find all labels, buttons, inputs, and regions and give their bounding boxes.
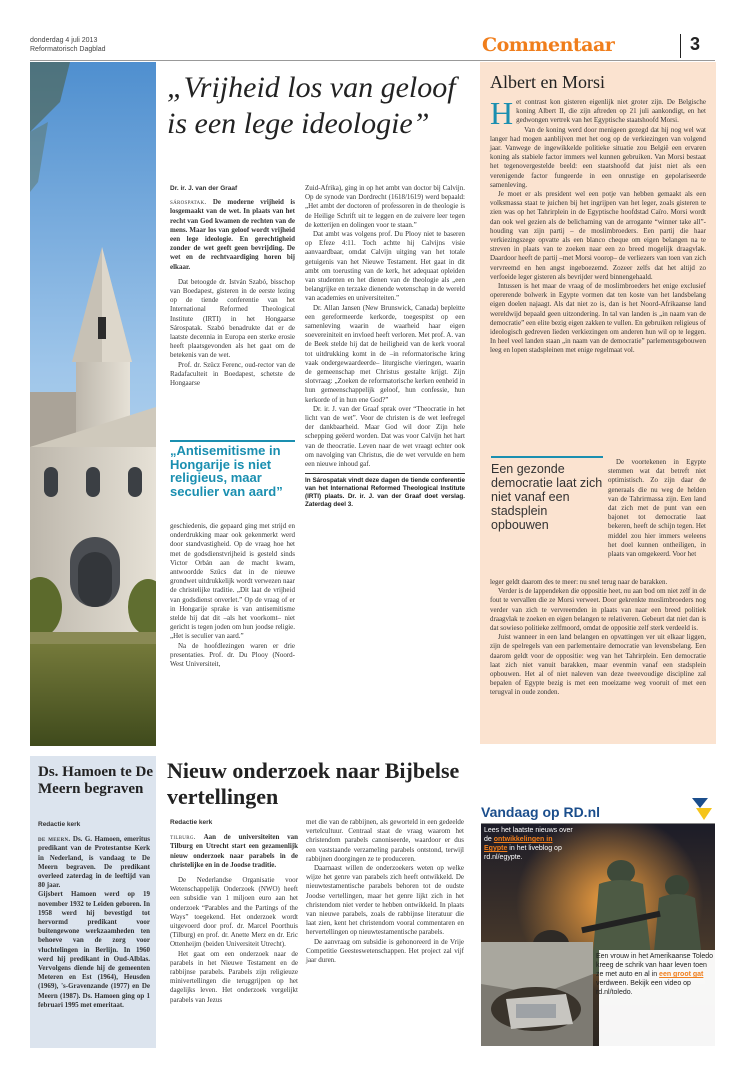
- pull-quote-rule: [491, 456, 603, 458]
- article2-lead: Ds. G. Hamoen, emeritus predikant van de Protestantse Kerk in Nederland, is vandaag te De Meern begraven. De predikant overleed zaterdag in de leeftijd van 80 jaar.: [38, 835, 150, 890]
- issue-date: donderdag 4 juli 2013: [30, 37, 98, 44]
- article3-lead: Aan de universiteiten van Tilburg en Utrecht start een gezamenlijk nieuw onderzoek naar parabels in de christelijke en in de Joodse traditie.: [170, 833, 298, 869]
- article1-paragraph: geschiedenis, die gepaard ging met strijd en onderdrukking maar ook gekenmerkt werd door standvastigheid. Op de vraag hoe het met de godsdienstvrijheid is gesteld sinds Victor Orbán aan de macht kwam, antwoordde Szücs dat in de nieuwe grondwet uitdrukkelijk wordt verwezen naar de christelijke traditie. „Dit laat de vrijheid van godsdienst onverlet.” Op de vraag of er in Hongarije sprake is van antisemitisme stelde hij dat dit –als het voorkomt– niet gericht is tegen joden om hun joodse religie. „Het is seculier van aard.”: [170, 522, 295, 641]
- commentary-paragraph: Verder is de lappendeken die oppositie heet, nu aan bod om niet zelf in de fout te vervallen die ze Morsi verweet. Door gekrenkte moslimbroeders nog verder van zich te vervreemden in plaats van naar een breed politiek draagvlak te zoeken en eigen belangen te relativeren. Gebeurt dat niet dan is dat sowieso politieke zelfmoord, omdat de oppositie zelf sterk verdeeld is.: [490, 587, 706, 633]
- article1-byline: Dr. ir. J. van der Graaf: [170, 185, 238, 192]
- article3-paragraph: De aanvraag om subsidie is gehonoreerd in de Vrije Competitie Geesteswetenschappen. Het project zal vijf jaar duren.: [306, 937, 464, 965]
- commentary-pull-quote: Een gezonde democratie laat zich niet vanaf een stadsplein opbouwen: [491, 462, 603, 532]
- church-photo: [30, 62, 156, 746]
- commentary-paragraph: De voortekenen in Egypte stemmen wat dat betreft niet optimistisch. Zo zijn daar de generaals die nu weg de helden van de Tahrirmassa zijn. Een land dat zich met de punt van een bajonet tot democratie laat bekeren, heeft de schijn tegen. Het middel zou hier immers weleens het doel kunnen ontheiligen, in plaats van omgekeerd. Voor het: [608, 458, 706, 559]
- article3-column1: [170, 818, 298, 1005]
- rd-item1-text: Lees het laatste nieuws over de: [484, 827, 573, 843]
- commentary-paragraph: Intussen is het maar de vraag of de moslimbroeders het enige exclusief opererende bolwerk in Egypte vormen dat ten koste van het landsbelang eigen doelen najaagt. Als dat niet zo is, dan is het Noord-Afrikaanse land wereldwijd bepaald geen uitzondering. In tal van landen is „in naam van de democratie” een elite bezig eigen zakken te vullen. En gebruiken religieus of ideologisch gedreven lieden verkiezingen om anderen hun wil op te leggen. In heel veel landen staan „in naam van de democratie” parlementsgebouwen leeg en lopen stadspleinen met enige regelmaat vol.: [490, 282, 706, 355]
- article1-paragraph: Dr. Allan Jansen (New Brunswick, Canada) bepleitte een gereformeerde kerkorde, toegespitst op een samenleving waarin de waarheid haar eigen soevereiniteit en invloed heeft verloren. Met prof. A. van de Beek stelde hij dat de heiligheid van de kerk vooral tot uitdrukking komt in de –in reformatorische kring vaak ondergewaardeerde– liturgische vieringen, waarin de gemeenschap met Christus gestalte krijgt. Zijn slotvraag: „Zoeken de reformatorische kerken eenheid in hun gemeenschappelijk geloof, hun confessie, hun kerkorde of in hun ene God?”: [305, 303, 465, 404]
- drop-cap: H: [490, 95, 514, 131]
- commentary-paragraph: Je moet er als president wel een potje van hebben gemaakt als een volksmassa staat te juichen bij het ingrijpen van het leger, zoals gisteren te zien was op het Tahrirplein in de Egyptische hoofdstad Caïro. Morsi wordt dan ook wel gezien als de belichaming van de arrogante “winner take all”-houding van zijn partij – de moslimbroeders. Een partij die haar verkiezingszege opvatte als een blanco cheque om eigen belangen na te streven in plaats van te zoeken naar een zo breed mogelijk draagvlak. Daardoor heeft de partij –met Morsi voorop– de verliezers van toen van zich vervreemd en hen angst ingeboezemd. Zozeer zelfs dat het altijd zo verfoeide leger gisteren als bevrijder werd binnengehaald.: [490, 190, 706, 281]
- rd-item1-text-post: in het liveblog op rd.nl/egypte.: [484, 845, 562, 861]
- article1-paragraph: Dat betoogde dr. István Szabó, bisschop van Boedapest, gisteren in de eerste lezing op de tiende conferentie van het International Reformed Theological Institute (IRTI) in het Hongaarse Sárospatak. Szabó benadrukte dat er de laatste decennia in Europa een sterke erosie heeft plaatsgevonden als het gaat om de betekenis van de wet.: [170, 277, 295, 360]
- article1-paragraph: Na de hoofdlezingen waren er drie presentaties. Prof. dr. Du Plooy (Noord-West Universiteit,: [170, 641, 295, 669]
- commentary-body: [490, 95, 706, 356]
- commentary-paragraph: Van de koning werd door menigeen gezegd dat hij nog wel wat langer had mogen aanblijven met het oog op de verkiezingen van volgend jaar. Vanwege de ingewikkelde politieke situatie zou België een ervaren koning als stabiele factor immers wel kunnen gebruiken. Van Morsi bestaat het tegenovergestelde beeld: een staatshoofd dat juist niet als een verenigende factor fungeerde in een onrustige en gepolariseerde samenleving.: [490, 125, 706, 189]
- rd-logo-icon: [688, 798, 712, 820]
- commentary-side-column: [608, 458, 706, 559]
- article3-paragraph: De Nederlandse Organisatie voor Wetenschappelijk Onderzoek (NWO) heeft een subsidie van 1 miljoen euro aan het onderzoek “Parables and the Partings of the Ways” toegekend. Het onderzoek wordt uitgevoerd door prof. dr. Marcel Poorthuis (Tilburg) en prof. dr. Anette Merz en dr. Eric Ottenheijm (beiden Universiteit Utrecht).: [170, 876, 298, 949]
- article1-headline: „Vrijheid los van geloof is een lege ideologie”: [167, 71, 456, 140]
- article1-paragraph: Dat ambt was volgens prof. Du Plooy niet te baseren op Efeze 4:11. Toch achtte hij Calvijns visie aanvaardbaar, omdat Calvijn uitging van het totale getuigenis van het Nieuwe Testament. Het gaat in dit ambt om toerusting van de kerk, het adequaat opleiden van studenten en het dienen van de theologie als „een belangrijke en terzake dienende wetenschap in de wereld van academies en universiteiten.”: [305, 230, 465, 303]
- rd-box-item-1: [484, 826, 576, 862]
- article2-body: [38, 820, 150, 1010]
- article1-paragraph: Zuid-Afrika), ging in op het ambt van doctor bij Calvijn. Op de synode van Dordrecht (1618/1619) werd bepaald: „Het ambt der doctoren of professoren in de theologie is de Heilige Schrift uit te leggen en de zuivere leer tegen de ketterijen en dolingen voor te staan.”: [305, 184, 465, 229]
- pull-quote-rule: [170, 440, 295, 442]
- article1-paragraph: Dr. ir. J. van der Graaf sprak over “Theocratie in het licht van de wet”. Voor de christen is de wet leefregel der dankbaarheid. Maar God wil door Zijn hele schepping geëerd worden. Dat was voor Calvijn het hart van de theocratie. Leven naar de wet vraagt echter ook om navolging van Christus, die de wet vervulde en hem een nieuwe inhoud gaf.: [305, 404, 465, 469]
- commentary-paragraph: leger geldt daarom des te meer: nu snel terug naar de barakken.: [490, 578, 668, 586]
- article3-headline: Nieuw onderzoek naar Bijbelse vertellingen: [167, 758, 460, 809]
- article3-paragraph: met die van de rabbijnen, als geworteld in een gedeelde vertelcultuur. Centraal staat de vraag waarom het christendom parabels canoniseerde, waardoor er dus een vaststaande verzameling parabels ontstond, terwijl rabbijnen doorgingen ze te produceren.: [306, 818, 464, 863]
- article1-dateline: sárospatak.: [170, 198, 207, 207]
- article3-column2: [306, 818, 464, 965]
- article1-column1b: [170, 522, 295, 669]
- rd-box-item-2: [596, 952, 714, 997]
- article2-dateline: de meern.: [38, 835, 71, 844]
- commentary-paragraph: et contrast kon gisteren eigenlijk niet groter zijn. De Belgische koning Albert II, die zijn aftreden op 21 juli aankondigt, en het gedwongen vertrek van het Egyptische staatshoofd Morsi.: [516, 98, 706, 125]
- article2-byline: Redactie kerk: [38, 821, 81, 828]
- article3-paragraph: Het gaat om een onderzoek naar de parabels in het Nieuwe Testament en de rabbijnse parabels. Parabels zijn religieuze minivertellingen die teruggrijpen op het dagelijks leven. Het onderzoek vergelijkt parabels van Jezus: [170, 949, 298, 1004]
- article3-dateline: tilburg.: [170, 833, 196, 842]
- rd-item2-text: Een vrouw in het Amerikaanse Toledo kreeg de schrik van haar leven toen ze met auto en al in: [596, 953, 713, 978]
- article1-column2: [305, 184, 465, 509]
- header-rule: [30, 60, 715, 61]
- article1-paragraph: Prof. dr. Szücz Ferenc, oud-rector van de Radafaculteit in Boedapest, schetste de Hongaarse: [170, 360, 295, 388]
- commentary-paragraph: Juist wanneer in een land belangen en opvattingen ver uit elkaar liggen, zijn de spelregels van een parlementaire democratie van levensbelang. Een daarom geldt voor de oppositie: weg van het Tahrirplein. Een democratie laat zich niet vanuit barakken, maar evenmin vanaf een stadsplein opbouwen. Het al of niet naleven van deze tweevoudige discipline zal bepalen of Egypte bezig is met een moeizame weg vooruit of met een terugval in oude zonden.: [490, 633, 706, 697]
- egypt-link[interactable]: ontwikkelingen in Egypte: [484, 836, 553, 852]
- sinkhole-link[interactable]: een groot gat: [659, 971, 704, 978]
- article1-infobox: In Sárospatak vindt deze dagen de tiende conferentie van het International Reformed Theological Institute (IRTI) plaats. Dr. ir. J. van der Graaf doet verslag. Zaterdag deel 3.: [305, 473, 465, 509]
- article3-paragraph: Daarnaast willen de onderzoekers weten op welke wijze het genre van parabels zich heeft ontwikkeld. De nieuwtestamentische parabels behoren tot de oudste Joodse vertellingen, maar het genre lijkt zich in het christendom niet verder te hebben ontwikkeld. In plaats van nieuwe parabels, zoals de rabbijnse literatuur die laat zien, kent het christendom vooral commentaren en hervertellingen op nieuwtestamentische parabels.: [306, 864, 464, 937]
- article3-byline: Redactie kerk: [170, 819, 213, 826]
- article1-pull-quote: „Antisemitisme in Hongarije is niet religieus, maar seculier van aard”: [170, 443, 283, 499]
- section-title: Commentaar: [482, 34, 615, 56]
- article2-headline: Ds. Hamoen te De Meern begraven: [38, 764, 153, 797]
- rd-item2-text-post: verdween. Bekijk een video op rd.nl/toledo.: [596, 980, 691, 996]
- article1-lead: De moderne vrijheid is losgemaakt van de wet. In plaats van het recht van God kwamen de rechten van de mens. Maar los van geloof wordt vrijheid een lege ideologie. En gerechtigheid zonder de wet geeft geen bevrijding. De wet en de rechtvaardiging horen bij elkaar.: [170, 198, 295, 271]
- article2-paragraph: Gijsbert Hamoen werd op 19 november 1932 te Leiden geboren. In 1958 werd hij bevestigd tot hervormd predikant voor buitengewone werkzaamheden ten behoeve van de zorg voor vluchtelingen in Berlijn. In 1960 werd hij predikant in Oud-Alblas. Vervolgens diende hij de gemeenten Meteren en Est (1964), Heusden (1969), 's-Gravenzande (1977) en De Meern (1987). Ds. Hamoen ging op 1 februari 1995 met emeritaat.: [38, 890, 150, 1009]
- page-number: 3: [690, 34, 701, 54]
- paper-name: Reformatorisch Dagblad: [30, 46, 106, 53]
- commentary-headline: Albert en Morsi: [490, 72, 605, 92]
- page-number-divider: [680, 34, 681, 58]
- commentary-body-continued: [490, 578, 706, 698]
- article1-column1: [170, 184, 295, 388]
- rd-box-title: Vandaag op RD.nl: [481, 804, 601, 820]
- page-dateline: [30, 36, 105, 54]
